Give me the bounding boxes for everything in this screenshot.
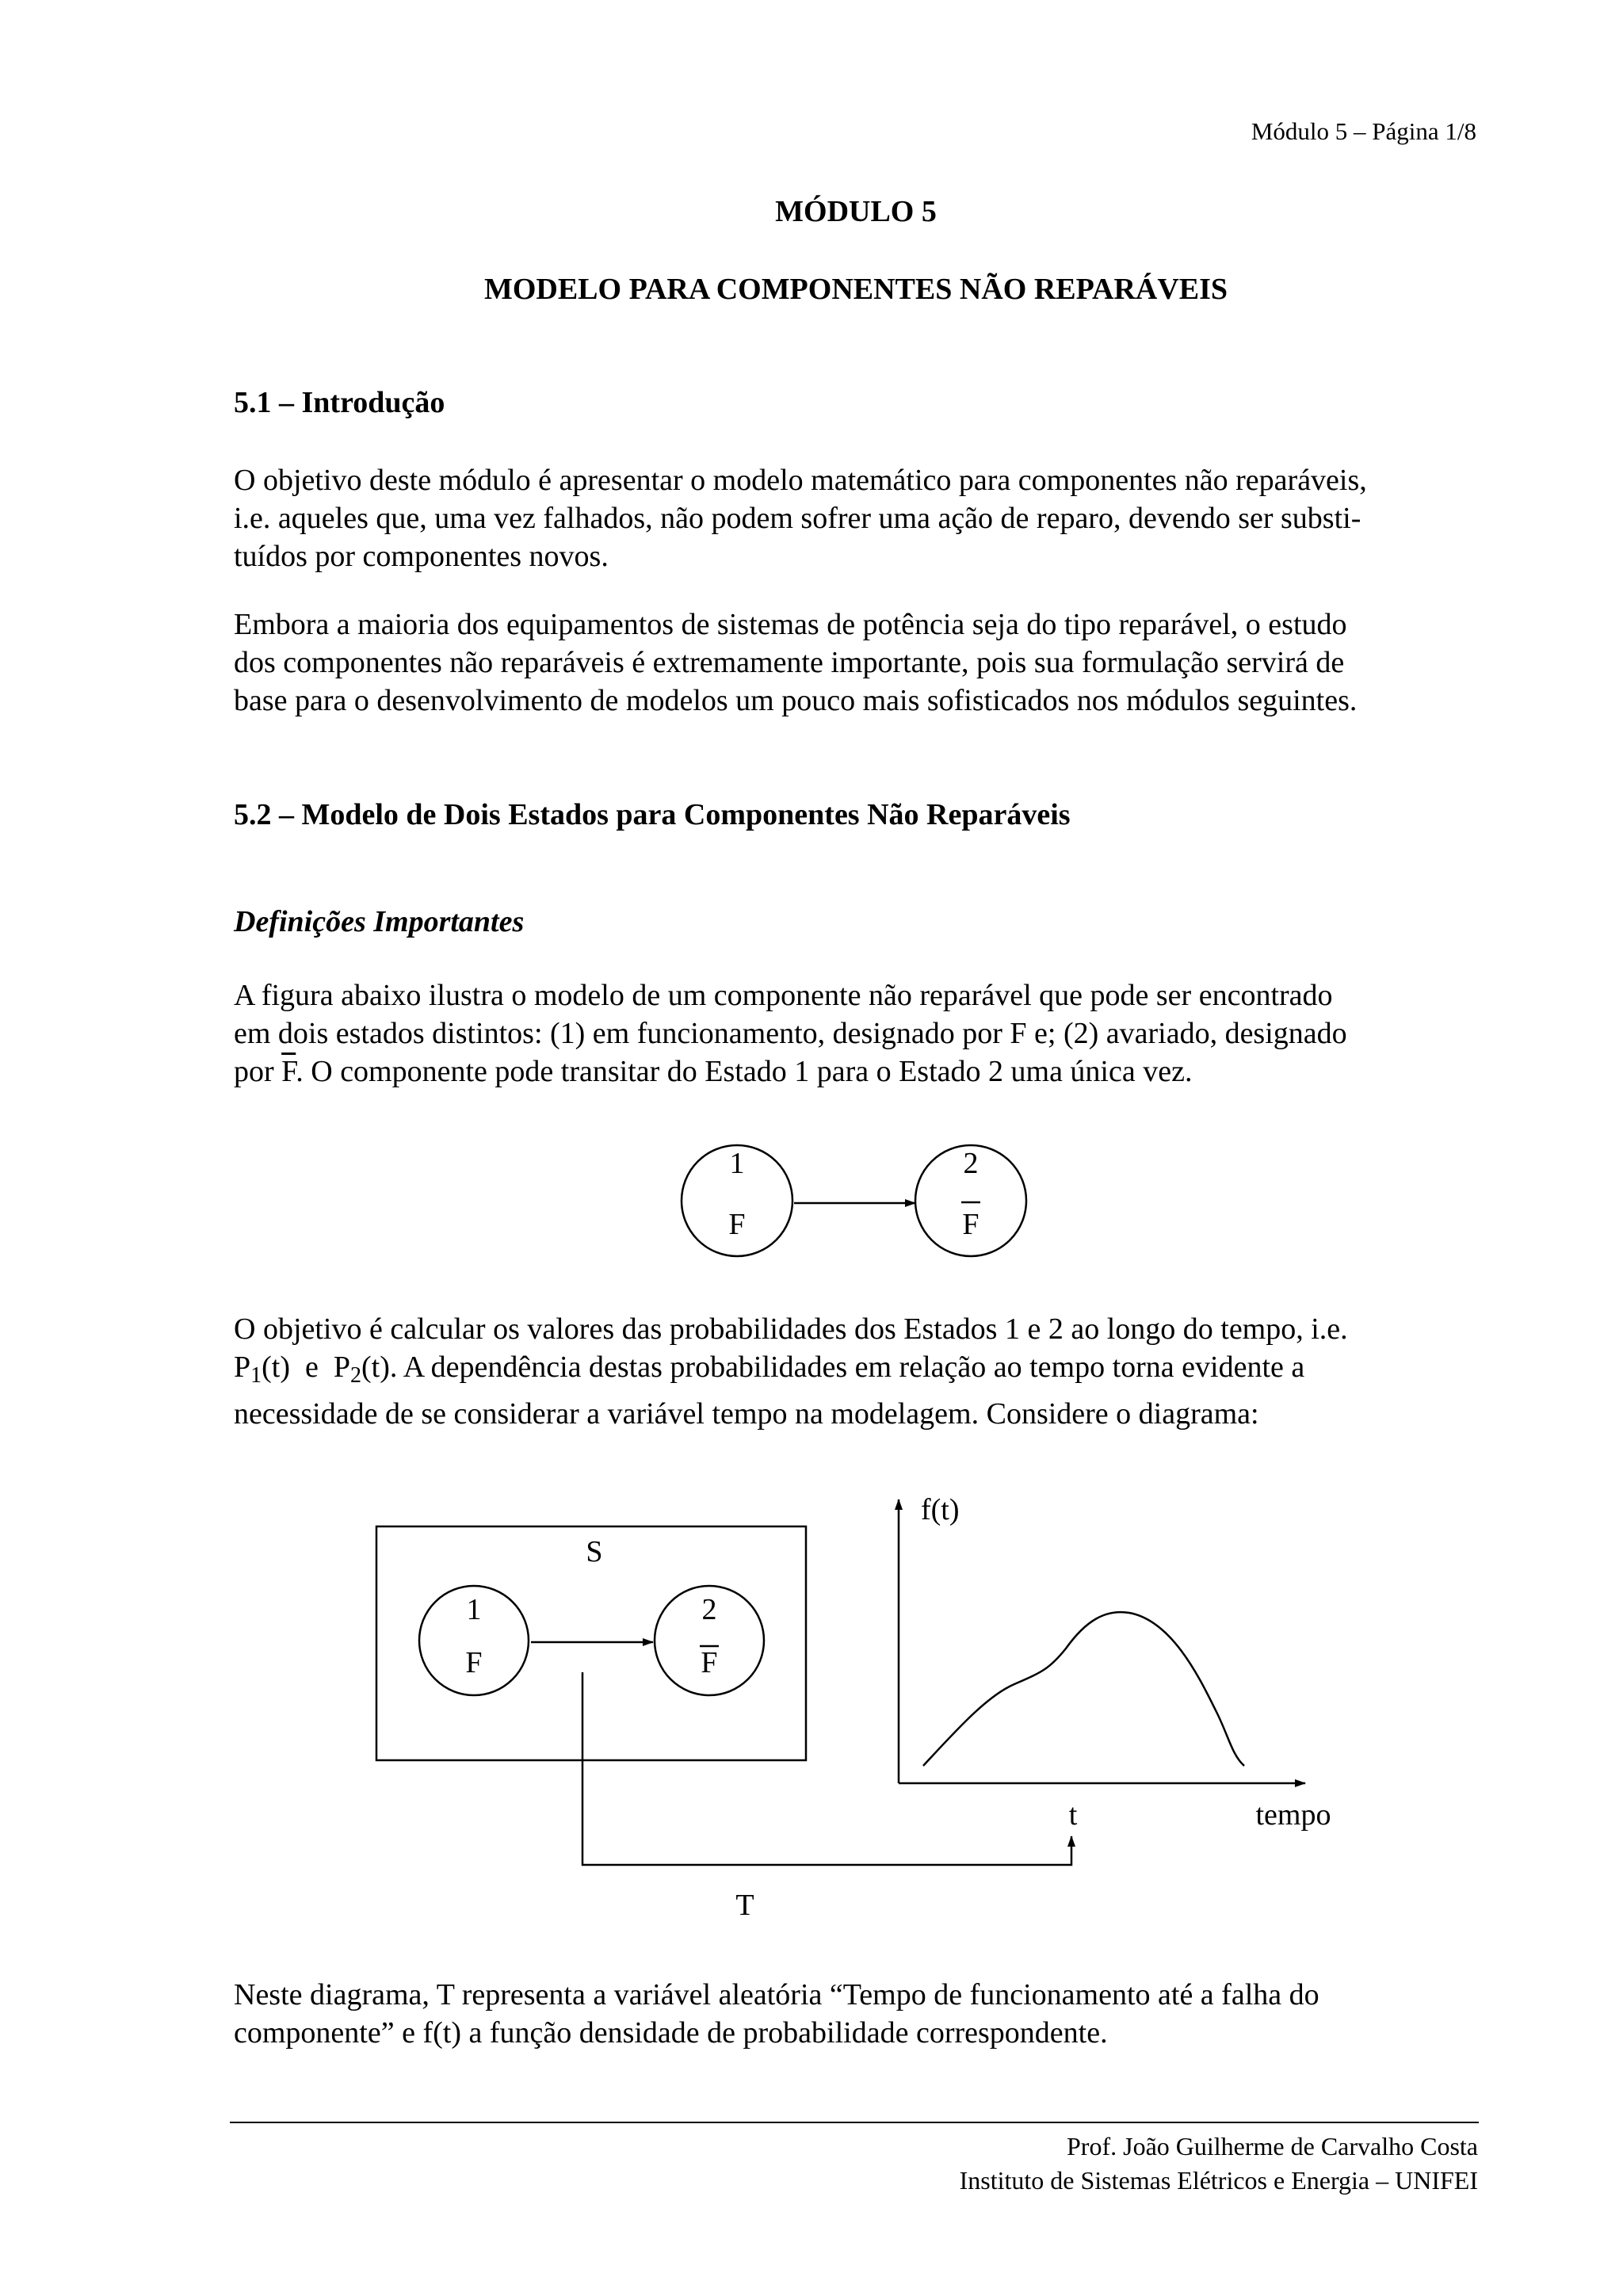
section-heading-5-1: 5.1 – Introdução: [234, 386, 445, 419]
text-line: O objetivo deste módulo é apresentar o modelo matemático para componentes não reparáveis,: [234, 464, 1367, 497]
footer-divider: [230, 2122, 1479, 2123]
arg-t: (t): [262, 1350, 291, 1384]
state-2-number: 2: [701, 1593, 717, 1626]
text-line: necessidade de se considerar a variável tempo na modelagem. Considere o diagrama:: [234, 1397, 1259, 1431]
state-1-number: 1: [466, 1593, 482, 1626]
text-line: em dois estados distintos: (1) em funcionamento, designado por F e; (2) avariado, designado: [234, 1017, 1347, 1050]
arg-t: (t): [361, 1350, 390, 1384]
system-label: S: [586, 1535, 603, 1568]
module-subtitle: MODELO PARA COMPONENTES NÃO REPARÁVEIS: [483, 273, 1228, 306]
text-fragment: . A dependência destas probabilidades em relação ao tempo torna evidente a: [389, 1350, 1305, 1384]
text-line: tuídos por componentes novos.: [234, 540, 609, 573]
text-line: base para o desenvolvimento de modelos um pouco mais sofisticados nos módulos seguintes.: [234, 684, 1358, 717]
subscript-2: 2: [350, 1363, 362, 1388]
section-heading-5-2: 5.2 – Modelo de Dois Estados para Componentes Não Reparáveis: [234, 798, 1071, 831]
text-line: A figura abaixo ilustra o modelo de um componente não reparável que pode ser encontrado: [234, 979, 1333, 1012]
x-axis-label: tempo: [1255, 1798, 1331, 1832]
text-line: i.e. aqueles que, uma vez falhados, não podem sofrer uma ação de reparo, devendo ser substi-: [234, 502, 1361, 535]
footer-institution: Instituto de Sistemas Elétricos e Energia – UNIFEI: [959, 2166, 1478, 2195]
state-2-label: F: [962, 1208, 980, 1241]
subscript-1: 1: [250, 1363, 262, 1388]
state-1-label: F: [728, 1208, 746, 1241]
state-2-number: 2: [963, 1147, 979, 1180]
state-2-label: F: [701, 1646, 718, 1679]
text-line: dos componentes não reparáveis é extremamente importante, pois sua formulação servirá de: [234, 646, 1345, 679]
p2-symbol: P: [333, 1350, 351, 1384]
text-fragment: . O componente pode transitar do Estado 1 para o Estado 2 uma única vez.: [296, 1055, 1193, 1088]
state-1-number: 1: [729, 1147, 745, 1180]
t-marker: t: [1068, 1798, 1078, 1832]
footer-author: Prof. João Guilherme de Carvalho Costa: [1067, 2132, 1478, 2160]
p1-symbol: P: [234, 1350, 251, 1384]
page-number: Módulo 5 – Página 1/8: [1251, 117, 1476, 145]
y-axis-label: f(t): [921, 1493, 960, 1526]
closing-paragraph: [234, 1976, 1476, 2052]
density-curve: [923, 1612, 1244, 1766]
state-1-label: F: [465, 1646, 483, 1679]
text-line: componente” e f(t) a função densidade de probabilidade correspondente.: [234, 2016, 1108, 2050]
text-line: Embora a maioria dos equipamentos de sistemas de potência seja do tipo reparável, o estudo: [234, 608, 1347, 641]
variable-label: T: [735, 1889, 754, 1922]
module-title: MÓDULO 5: [775, 195, 937, 228]
subheading-definitions: Definições Importantes: [234, 905, 525, 938]
text-line: Neste diagrama, T representa a variável aleatória “Tempo de funcionamento até a falha do: [234, 1978, 1319, 2011]
f-bar-symbol: $\overline{F}$: [281, 1055, 296, 1088]
text-fragment: por: [234, 1055, 282, 1088]
t-mapping-arrow: [582, 1672, 1071, 1865]
conjunction: e: [305, 1350, 319, 1384]
text-line: O objetivo é calcular os valores das probabilidades dos Estados 1 e 2 ao longo do tempo, i.e.: [234, 1312, 1348, 1346]
